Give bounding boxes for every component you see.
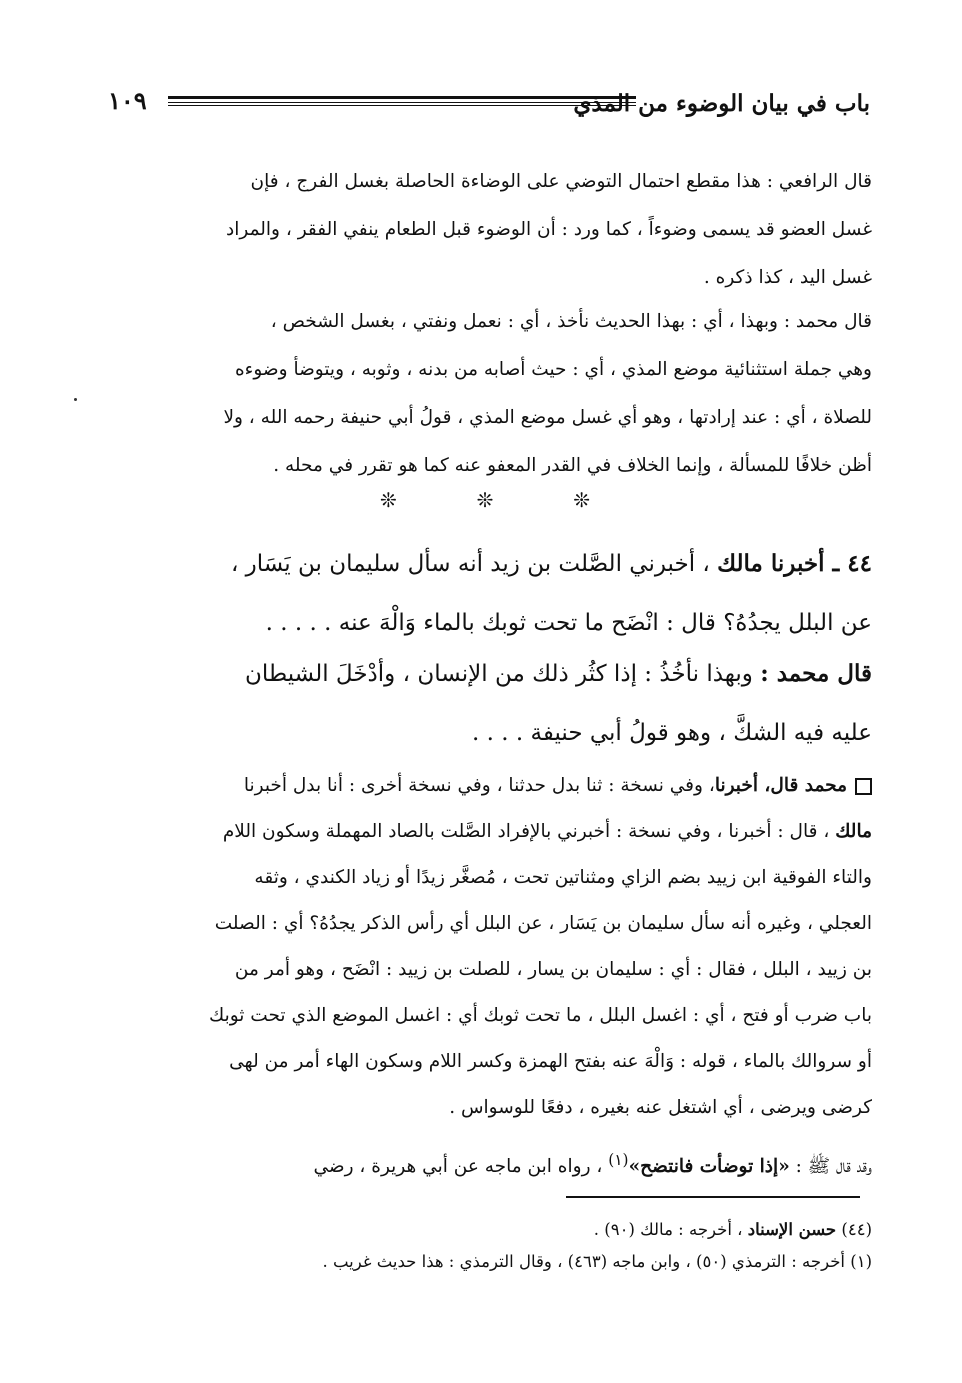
text-line: أظن خلافًا للمسألة ، وإنما الخلاف في القدر المعفو عنه كما هو تقرر في محله . — [273, 455, 872, 476]
muhammad-statement — [100, 644, 872, 763]
text-line: عليه فيه الشكَّ ، وهو قولُ أبي حنيفة . . . . — [472, 720, 872, 746]
header-rule — [168, 105, 636, 106]
footnote-grade: حسن الإسناد — [747, 1220, 837, 1239]
footnote-line: (١) أخرجه : الترمذي (٥٠) ، وابن ماجه (٤٦٣) ، وقال الترمذي : هذا حديث غريب . — [322, 1252, 872, 1271]
commentary-lead: مالك — [835, 821, 872, 842]
rafii-paragraph — [100, 158, 872, 302]
text-line: كرضى ويرضى ، أي اشتغل عنه بغيره ، دفعًا للوسواس . — [449, 1097, 872, 1118]
page-number: ١٠٩ — [108, 86, 147, 115]
commentary-text: ، وفي نسخة : ثنا بدل حدثنا ، وفي نسخة أخرى : أنا بدل أخبرنا — [243, 775, 715, 796]
commentary-lead: محمد قال، أخبرنا — [714, 775, 847, 796]
statement-label: قال محمد : — [760, 660, 872, 687]
star-ornament: ❊ — [573, 488, 590, 512]
commentary-box-icon — [855, 778, 872, 795]
hadith-number-label: ٤٤ ـ أخبرنا مالك — [717, 550, 872, 577]
text-line: عن البلل يجدُهُ؟ قال : انْضَح ما تحت ثوبك بالماء وَالْهَ عنه . . . . . — [265, 610, 872, 636]
text-line: قال محمد : وبهذا ، أي : بهذا الحديث نأخذ ، أي : نعمل ونفتي ، بغسل الشخص ، — [270, 311, 872, 332]
footnote-ref: (١) — [608, 1151, 629, 1169]
footnote-text: ، أخرجه : مالك (٩٠) . — [593, 1220, 743, 1239]
star-ornament: ❊ — [380, 488, 397, 512]
statement-text: وبهذا نأخُذُ : إذا كثُر ذلك من الإنسان ، وأدْخَلَ الشيطان — [244, 661, 753, 687]
commentary-text: ، رواه ابن ماجه عن أبي هريرة ، رضي — [313, 1156, 603, 1178]
commentary-section — [100, 763, 872, 1190]
text-line: أو سروالك بالماء ، قوله : وَالْهَ عنه بفتح الهمزة وكسر اللام وسكون الهاء أمر من لهى — [229, 1051, 872, 1072]
header-rule — [168, 96, 636, 99]
commentary-text: ، قال : أخبرنا ، وفي نسخة : أخبرني بالإفراد الصَّلت بالصاد المهملة وسكون اللام — [222, 821, 830, 842]
text-line: العجلي ، وغيره أنه سأل سليمان بن يَسَار ، عن البلل أي رأس الذكر يجدُهُ؟ أي : الصلت — [214, 913, 872, 934]
text-line: غسل اليد ، كذا ذكره . — [703, 267, 872, 288]
chapter-title: باب في بيان الوضوء من المذي — [573, 90, 870, 117]
text-line — [100, 534, 872, 594]
text-line: غسل العضو قد يسمى وضوءاً ، كما ورد : أن الوضوء قبل الطعام ينفي الفقر ، والمراد — [226, 219, 872, 240]
footnotes — [100, 1214, 872, 1278]
text-line — [100, 1137, 872, 1190]
text-line — [100, 809, 872, 855]
footnote-number: (٤٤) — [841, 1220, 872, 1239]
text-line: وهي جملة استثنائية موضع المذي ، أي : حيث أصابه من بدنه ، وثوبه ، ويتوضأ وضوءه — [234, 359, 872, 380]
hadith-text-span: ، أخبرني الصَّلت بن زيد أنه سأل سليمان بن يَسَار ، — [230, 551, 710, 577]
margin-dot — [74, 398, 77, 401]
footnote-line — [100, 1214, 872, 1246]
footnote-rule — [566, 1196, 860, 1198]
section-separator — [380, 488, 590, 512]
commentary-text: وقد قال ﷺ : — [795, 1156, 872, 1178]
quoted-hadith: «إذا توضأت فانتضح» — [628, 1156, 790, 1178]
star-ornament: ❊ — [476, 488, 494, 512]
text-line — [100, 763, 872, 809]
text-line: باب ضرب أو فتح ، أي : اغسل البلل ، ما تحت ثوبك أي : اغسل الموضع الذي تحت ثوبك — [208, 1005, 872, 1026]
muhammad-explanation-paragraph — [100, 298, 872, 490]
text-line — [100, 644, 872, 704]
page-header — [100, 86, 870, 126]
text-line: بن زييد ، البلل ، فقال : أي : سليمان بن يسار ، للصلت بن زييد : انْضَح ، وهو أمر من — [234, 959, 872, 980]
text-line: للصلاة ، أي : عند إرادتها ، وهو أي غسل موضع المذي ، قولُ أبي حنيفة رحمه الله ، ولا — [223, 407, 872, 428]
text-line: والتاء الفوقية ابن زييد بضم الزاي ومثناتين تحت ، مُصغَّر زيدًا أو زياد الكندي ، وثقه — [254, 867, 872, 888]
hadith-text — [100, 534, 872, 653]
text-line: قال الرافعي : هذا مقطع احتمال التوضي على الوضاءة الحاصلة بغسل الفرج ، فإن — [250, 171, 872, 192]
header-rule — [168, 102, 636, 103]
